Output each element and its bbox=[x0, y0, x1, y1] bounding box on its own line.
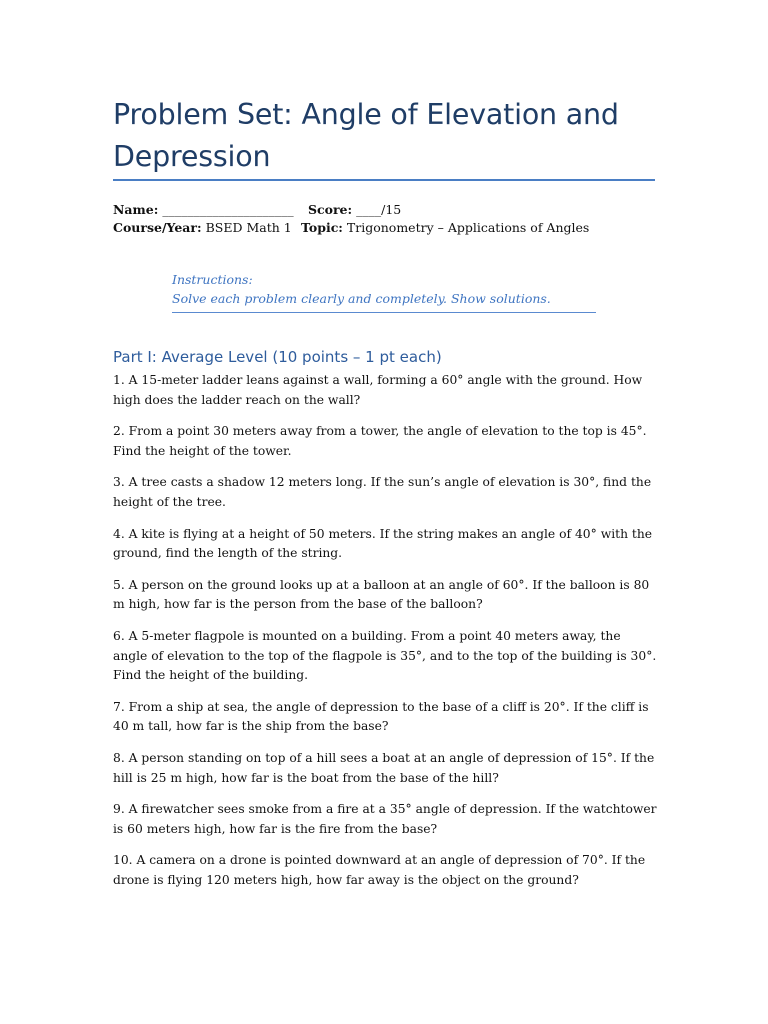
course-value: BSED Math 1 bbox=[205, 220, 292, 235]
score-value: ____/15 bbox=[356, 202, 402, 217]
part-1-heading: Part I: Average Level (10 points – 1 pt each) bbox=[113, 348, 442, 366]
score-label: Score: bbox=[308, 202, 353, 217]
name-label: Name: bbox=[113, 202, 159, 217]
instructions-block bbox=[172, 270, 551, 308]
problem-item: 3. A tree casts a shadow 12 meters long. If the sun’s angle of elevation is 30°, find the height of the tree. bbox=[113, 475, 652, 509]
instructions-text: Solve each problem clearly and completely. Show solutions. bbox=[172, 291, 551, 306]
problem-item: 6. A 5-meter flagpole is mounted on a building. From a point 40 meters away, the angle of elevation to the top of the flagpole is 35°, and to the top of the building is 30°. Find the height of the building. bbox=[113, 628, 657, 683]
problem-item: 4. A kite is flying at a height of 50 meters. If the string makes an angle of 40° with the ground, find the length of the string. bbox=[113, 526, 653, 561]
title-divider bbox=[113, 179, 655, 181]
course-label: Course/Year: bbox=[113, 220, 202, 235]
problem-item: 5. A person on the ground looks up at a balloon at an angle of 60°. If the balloon is 80 m high, how far is the person from the base of the balloon? bbox=[113, 577, 650, 612]
problem-list bbox=[113, 371, 658, 902]
problem-item: 9. A firewatcher sees smoke from a fire at a 35° angle of depression. If the watchtower is 60 meters high, how far is the fire from the base? bbox=[113, 802, 657, 836]
name-blank: _____________________ bbox=[162, 202, 294, 217]
topic-label: Topic: bbox=[301, 220, 343, 235]
problem-item: 2. From a point 30 meters away from a tower, the angle of elevation to the top is 45°. Find the height of the tower. bbox=[113, 424, 647, 458]
topic-field bbox=[301, 219, 589, 237]
course-field bbox=[113, 219, 292, 237]
problem-item: 1. A 15-meter ladder leans against a wall, forming a 60° angle with the ground. How high does the ladder reach on the wall? bbox=[113, 373, 643, 407]
problem-item: 8. A person standing on top of a hill sees a boat at an angle of depression of 15°. If the hill is 25 m high, how far is the boat from the base of the hill? bbox=[113, 750, 655, 785]
problem-item: 7. From a ship at sea, the angle of depression to the base of a cliff is 20°. If the cliff is 40 m tall, how far is the ship from the base? bbox=[113, 699, 649, 734]
instructions-divider bbox=[172, 312, 596, 313]
topic-value: Trigonometry – Applications of Angles bbox=[346, 220, 590, 235]
name-score-line bbox=[113, 201, 294, 219]
instructions-heading: Instructions: bbox=[172, 272, 253, 287]
score-field bbox=[308, 201, 401, 219]
page-title: Problem Set: Angle of Elevation and Depression bbox=[113, 98, 619, 173]
problem-item: 10. A camera on a drone is pointed downward at an angle of depression of 70°. If the drone is flying 120 meters high, how far away is the object on the ground? bbox=[113, 853, 646, 887]
